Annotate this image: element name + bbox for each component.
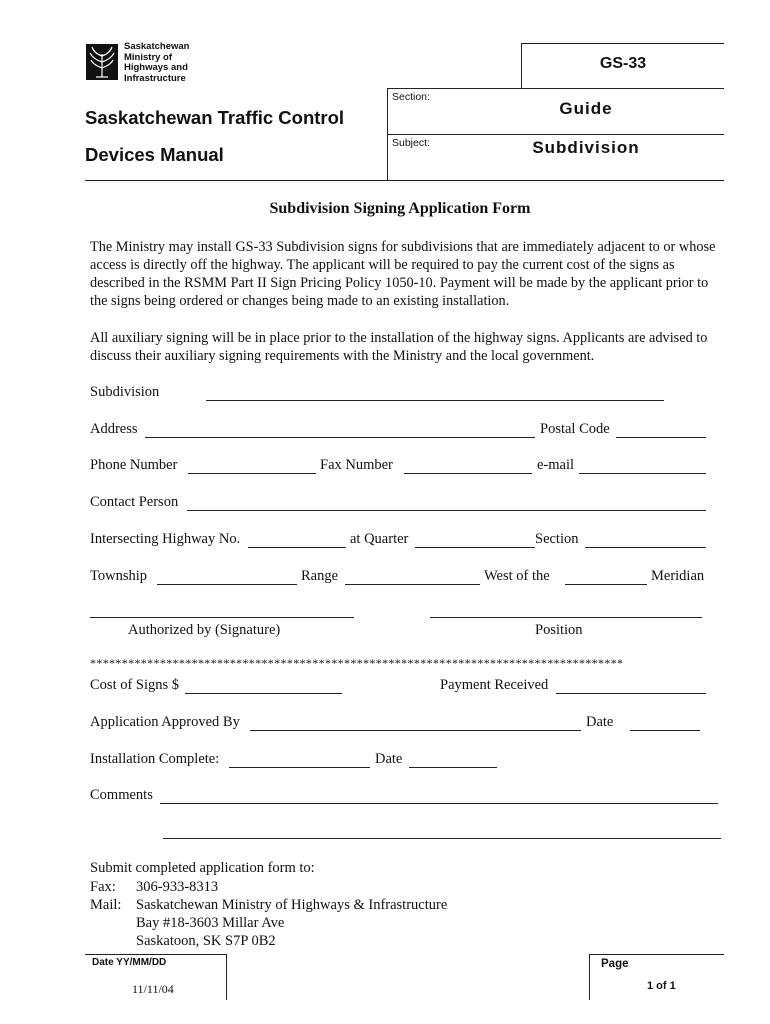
comments-field-line2[interactable] [163,838,721,839]
email-label: e-mail [537,457,575,473]
address-field[interactable] [145,437,535,438]
comments-field[interactable] [160,803,718,804]
section-field[interactable] [585,547,706,548]
at-quarter-label: at Quarter [350,531,409,547]
signature-field[interactable] [90,617,354,618]
approved-label: Application Approved By [90,714,240,730]
township-field[interactable] [157,584,297,585]
date-label: Date YY/MM/DD [92,957,167,968]
ministry-logo-icon [86,44,118,80]
postal-code-field[interactable] [616,437,706,438]
mail-line1: Saskatchewan Ministry of Highways & Infrastructure [136,897,448,913]
postal-code-label: Postal Code [540,421,610,437]
ministry-line: Ministry of [124,51,173,63]
ministry-name [124,42,189,84]
fax-contact-label: Fax: [90,879,116,895]
installation-label: Installation Complete: [90,751,220,767]
page-value: 1 of 1 [647,980,676,992]
west-of-label: West of the [484,568,550,584]
intro-paragraph: The Ministry may install GS-33 Subdivision signs for subdivisions that are immediately adjacent to or whose access is directly off the highway. The applicant will be required to pay the current cost of the signs as described in the RSMM Part II Sign Pricing Policy 1050-10. Payment will be made by the applicant prior to the signs being ordered or changes being made to an existing installation. [90,239,716,309]
cost-field[interactable] [185,693,342,694]
email-field[interactable] [579,473,706,474]
position-field[interactable] [430,617,702,618]
range-field[interactable] [345,584,480,585]
approved-date-label: Date [586,714,614,730]
installation-date-label: Date [375,751,403,767]
mail-line3: Saskatoon, SK S7P 0B2 [136,933,276,949]
phone-field[interactable] [188,473,316,474]
fax-contact-value: 306-933-8313 [136,879,219,895]
auxiliary-paragraph: All auxiliary signing will be in place prior to the installation of the highway signs. Applicants are advised to discuss their auxiliary signing requirements with the Ministry and the local government. [90,330,708,364]
document-code: GS-33 [599,55,647,72]
mail-line2: Bay #18-3603 Millar Ave [136,915,285,931]
township-label: Township [90,568,147,584]
payment-label: Payment Received [440,677,549,693]
address-label: Address [90,421,138,437]
range-label: Range [301,568,339,584]
section-label: Section: [392,91,430,103]
payment-field[interactable] [556,693,706,694]
installation-field[interactable] [229,767,370,768]
authorized-label: Authorized by (Signature) [128,622,281,638]
fax-field[interactable] [404,473,532,474]
fax-label: Fax Number [320,457,393,473]
contact-field[interactable] [187,510,706,511]
approved-field[interactable] [250,730,581,731]
manual-title-line2: Devices Manual [85,144,224,165]
subdivision-label: Subdivision [90,384,160,400]
intersecting-label: Intersecting Highway No. [90,531,241,547]
page-label: Page [601,958,629,970]
date-value: 11/11/04 [132,982,174,996]
mail-label: Mail: [90,897,122,913]
intersecting-field[interactable] [248,547,346,548]
phone-label: Phone Number [90,457,178,473]
subdivision-field[interactable] [206,400,664,401]
cost-label: Cost of Signs $ [90,677,180,693]
section-field-label: Section [535,531,579,547]
approved-date-field[interactable] [630,730,700,731]
quarter-field[interactable] [415,547,535,548]
subject-label: Subject: [392,137,430,149]
meridian-label: Meridian [651,568,705,584]
submit-heading: Submit completed application form to: [90,860,315,876]
separator: ************************************************************************************ [90,656,624,670]
ministry-line: Highways and [124,62,188,73]
section-value: Guide [559,99,613,118]
installation-date-field[interactable] [409,767,497,768]
ministry-line: Saskatchewan [124,41,190,52]
comments-label: Comments [90,787,153,803]
ministry-line: Infrastructure [124,72,186,84]
form-title: Subdivision Signing Application Form [269,200,531,217]
manual-title-line1: Saskatchewan Traffic Control [85,107,345,128]
meridian-field[interactable] [565,584,647,585]
position-label: Position [535,622,583,638]
contact-label: Contact Person [90,494,179,510]
subject-value: Subdivision [532,138,640,157]
